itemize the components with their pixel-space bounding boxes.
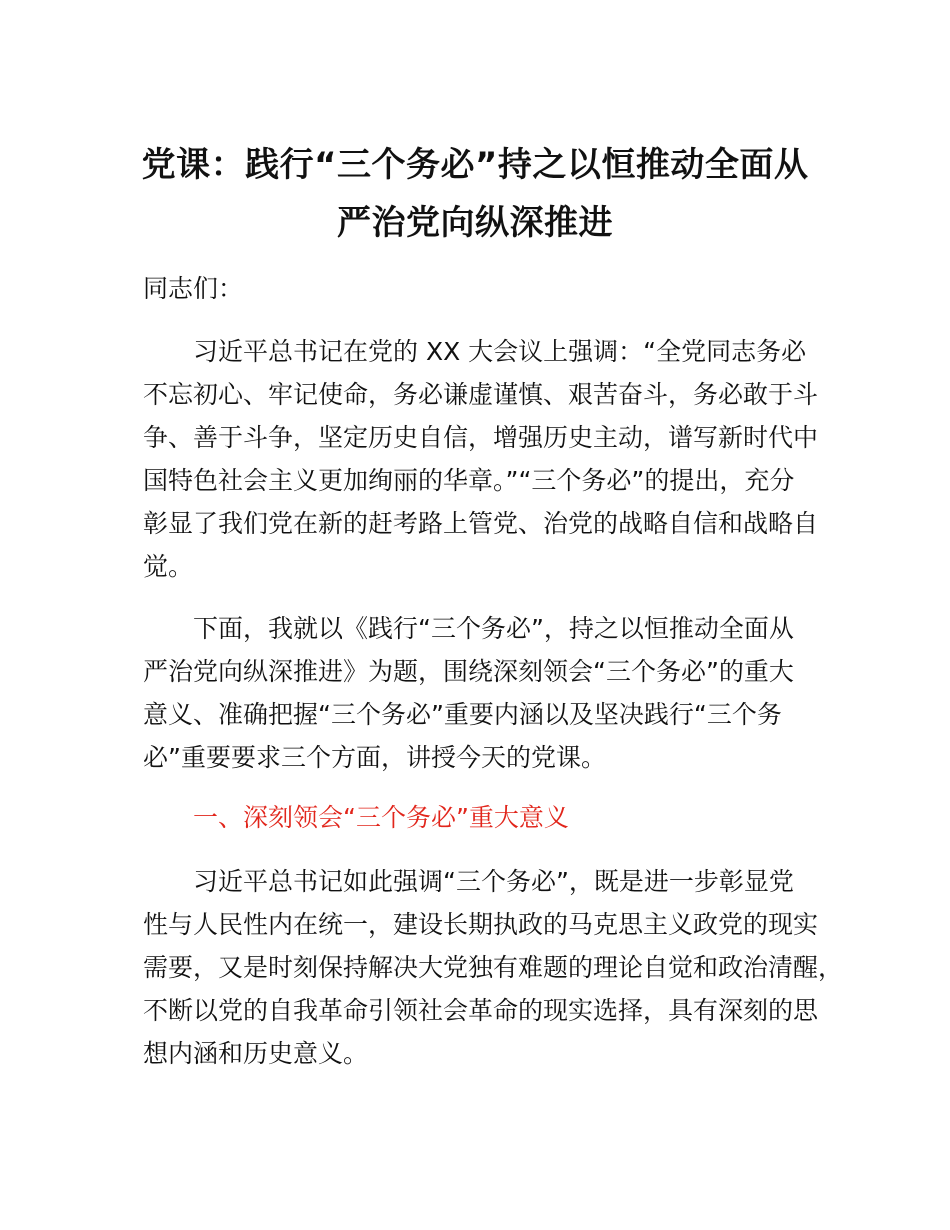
salutation: 同志们：: [143, 274, 244, 303]
paragraph-3-line: 需要，又是时刻保持解决大党独有难题的理论自觉和政治清醒，: [143, 953, 844, 982]
paragraph-3-line: 性与人民性内在统一，建设长期执政的马克思主义政党的现实: [143, 910, 819, 939]
paragraph-1-line: 争、善于斗争，坚定历史自信，增强历史主动，谱写新时代中: [143, 423, 819, 452]
paragraph-2-line: 下面，我就以《践行“三个务必”，持之以恒推动全面从: [193, 614, 794, 643]
paragraph-3-line: 想内涵和历史意义。: [143, 1039, 369, 1068]
paragraph-1-line: 觉。: [143, 552, 194, 581]
section-heading: 一、深刻领会“三个务必”重大意义: [193, 803, 569, 832]
paragraph-2-line: 严治党向纵深推进》为题，围绕深刻领会“三个务必”的重大: [143, 657, 794, 686]
paragraph-1-line: 习近平总书记在党的 XX 大会议上强调：“全党同志务必: [193, 337, 807, 366]
paragraph-3-line: 不断以党的自我革命引领社会革命的现实选择，具有深刻的思: [143, 996, 819, 1025]
paragraph-2-line: 意义、准确把握“三个务必”重要内涵以及坚决践行“三个务: [143, 700, 782, 729]
paragraph-1-line: 国特色社会主义更加绚丽的华章。”“三个务必”的提出，充分: [143, 466, 795, 495]
paragraph-1-line: 不忘初心、牢记使命，务必谦虚谨慎、艰苦奋斗，务必敢于斗: [143, 380, 819, 409]
document-title-line-1: 党课：践行“三个务必”持之以恒推动全面从: [141, 145, 809, 185]
document-title-line-2: 严治党向纵深推进: [337, 203, 613, 243]
paragraph-3-line: 习近平总书记如此强调“三个务必”，既是进一步彰显党: [193, 867, 794, 896]
paragraph-2-line: 必”重要要求三个方面，讲授今天的党课。: [143, 743, 606, 772]
paragraph-1-line: 彰显了我们党在新的赶考路上管党、治党的战略自信和战略自: [143, 509, 819, 538]
